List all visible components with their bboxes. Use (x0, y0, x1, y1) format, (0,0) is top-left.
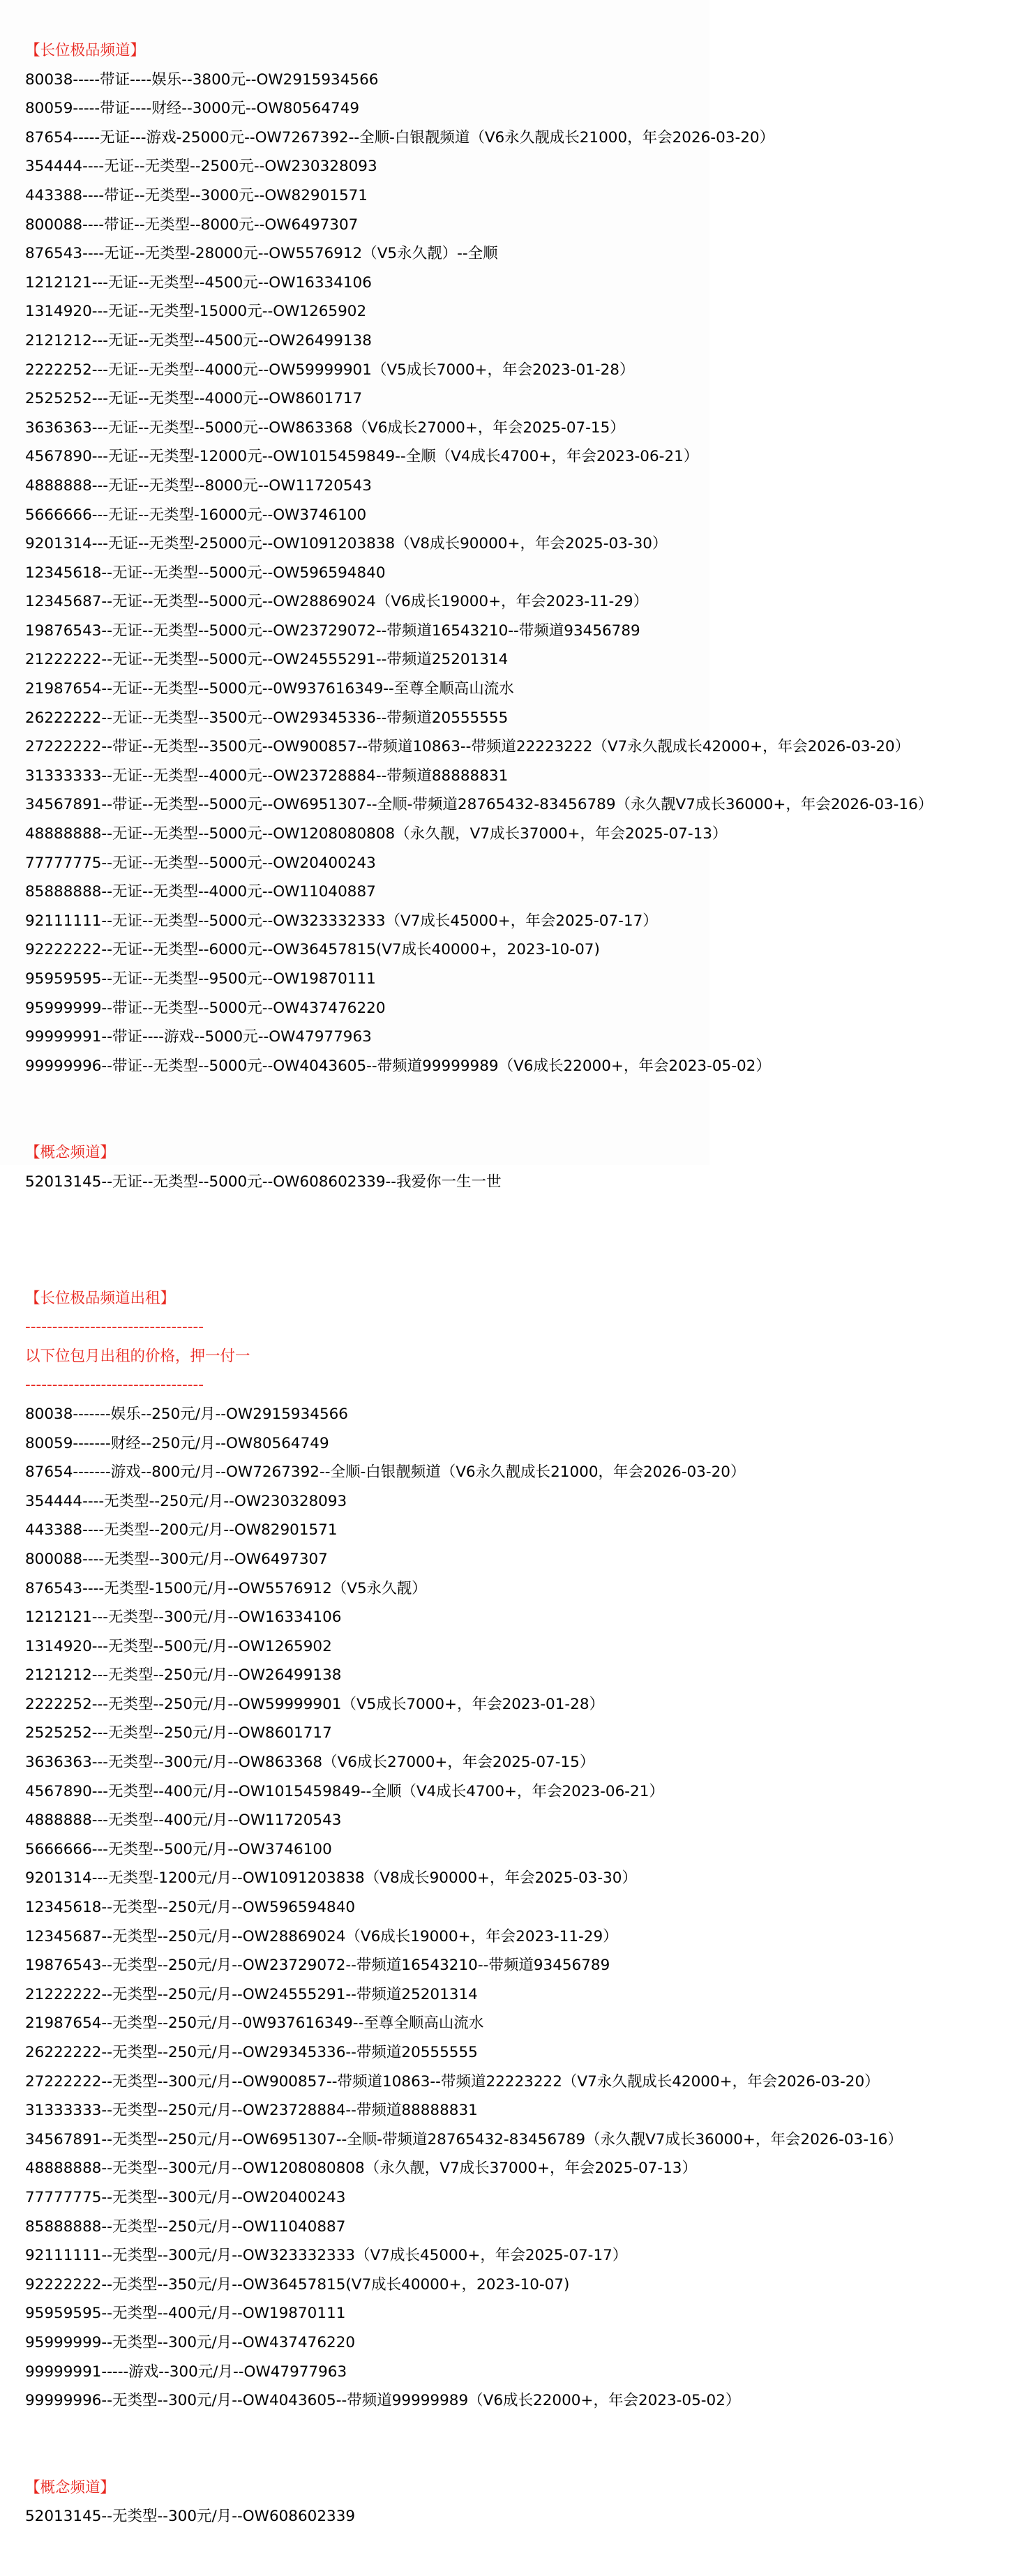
list-item: 3636363---无类型--300元/月--OW863368（V6成长27000+，年会2025-07-15） (25, 1754, 595, 1772)
list-item: 77777775--无类型--300元/月--OW20400243 (25, 2188, 346, 2206)
list-item: 34567891--无类型--250元/月--OW6951307--全顺-带频道28765432-83456789（永久靓V7成长36000+，年会2026-03-16） (25, 2130, 903, 2148)
list-item: 1314920---无类型--500元/月--OW1265902 (25, 1637, 332, 1655)
list-item: 2525252---无类型--250元/月--OW8601717 (25, 1724, 332, 1742)
list-item: 3636363---无证--无类型--5000元--OW863368（V6成长27000+，年会2025-07-15） (25, 419, 625, 437)
list-item: 99999991--带证----游戏--5000元--OW47977963 (25, 1028, 372, 1046)
concept-section-header: 【概念频道】 (25, 1144, 116, 1162)
list-item: 27222222--带证--无类型--3500元--OW900857--带频道10863--带频道22223222（V7永久靓成长42000+，年会2026-03-20） (25, 738, 910, 756)
list-item: 27222222--无类型--300元/月--OW900857--带频道10863--带频道22223222（V7永久靓成长42000+，年会2026-03-20） (25, 2072, 880, 2091)
list-item: 2222252---无证--无类型--4000元--OW59999901（V5成长7000+，年会2023-01-28） (25, 361, 635, 379)
list-item: 19876543--无证--无类型--5000元--OW23729072--带频道16543210--带频道93456789 (25, 622, 640, 640)
list-item: 800088----带证--无类型--8000元--OW6497307 (25, 216, 359, 234)
divider-line: --------------------------------- (25, 1318, 204, 1336)
list-item: 92222222--无证--无类型--6000元--OW36457815(V7成长40000+，2023-10-07) (25, 941, 600, 959)
list-item: 21987654--无证--无类型--5000元--0W937616349--至尊全顺高山流水 (25, 680, 514, 698)
list-item: 31333333--无类型--250元/月--OW23728884--带频道88888831 (25, 2102, 478, 2120)
rental-note: 以下位包月出租的价格，押一付一 (25, 1347, 250, 1365)
list-item: 80059-----带证----财经--3000元--OW80564749 (25, 100, 360, 118)
list-item: 12345687--无类型--250元/月--OW28869024（V6成长19000+，年会2023-11-29） (25, 1927, 618, 1945)
list-item: 92222222--无类型--350元/月--OW36457815(V7成长40000+，2023-10-07) (25, 2275, 570, 2293)
list-item: 95959595--无类型--400元/月--OW19870111 (25, 2305, 346, 2323)
list-item: 876543----无类型-1500元/月--OW5576912（V5永久靓） (25, 1579, 427, 1597)
list-item: 1212121---无类型--300元/月--OW16334106 (25, 1609, 342, 1627)
list-item: 4567890---无证--无类型-12000元--OW1015459849--全顺（V4成长4700+，年会2023-06-21） (25, 448, 699, 466)
spacer (25, 2416, 933, 2473)
list-item: 26222222--无类型--250元/月--OW29345336--带频道20555555 (25, 2044, 478, 2061)
list-item: 21222222--无类型--250元/月--OW24555291--带频道25201314 (25, 1985, 478, 2003)
list-item: 2525252---无证--无类型--4000元--OW8601717 (25, 390, 363, 408)
divider-line: --------------------------------- (25, 1376, 204, 1394)
rental-list (25, 1400, 933, 2416)
list-item: 2121212---无类型--250元/月--OW26499138 (25, 1666, 342, 1685)
list-item: 80059-------财经--250元/月--OW80564749 (25, 1434, 329, 1452)
list-item: 5666666---无证--无类型-16000元--OW3746100 (25, 506, 367, 524)
list-item: 4567890---无类型--400元/月--OW1015459849--全顺（V4成长4700+，年会2023-06-21） (25, 1782, 664, 1800)
list-item: 87654-------游戏--800元/月--OW7267392--全顺-白银靓频道（V6永久靓成长21000，年会2026-03-20） (25, 1463, 746, 1482)
list-item: 354444----无证--无类型--2500元--OW230328093 (25, 158, 377, 176)
list-item: 26222222--无证--无类型--3500元--OW29345336--带频道20555555 (25, 709, 509, 727)
list-item: 12345687--无证--无类型--5000元--OW28869024（V6成长19000+，年会2023-11-29） (25, 593, 649, 611)
list-item: 80038-------娱乐--250元/月--OW2915934566 (25, 1405, 348, 1423)
list-item: 876543----无证--无类型-28000元--OW5576912（V5永久靓）--全顺 (25, 245, 498, 263)
list-item: 92111111--无证--无类型--5000元--OW323332333（V7成长45000+，年会2025-07-17） (25, 912, 658, 930)
premium-list (25, 66, 933, 1081)
list-item: 1314920---无证--无类型-15000元--OW1265902 (25, 303, 367, 321)
list-item: 48888888--无证--无类型--5000元--OW1208080808（永久靓，V7成长37000+，年会2025-07-13） (25, 825, 728, 843)
concept-rental-section-header: 【概念频道】 (25, 2478, 116, 2496)
list-item: 21222222--无证--无类型--5000元--OW24555291--带频道25201314 (25, 651, 509, 669)
list-item: 85888888--无证--无类型--4000元--OW11040887 (25, 883, 376, 901)
spacer (25, 1080, 933, 1138)
rental-section-header: 【长位极品频道出租】 (25, 1289, 176, 1307)
list-item: 34567891--带证--无类型--5000元--OW6951307--全顺-带频道28765432-83456789（永久靓V7成长36000+，年会2026-03-16） (25, 796, 933, 814)
list-item: 443388----无类型--200元/月--OW82901571 (25, 1521, 338, 1539)
list-item: 354444----无类型--250元/月--OW230328093 (25, 1492, 347, 1510)
list-item: 99999996--无类型--300元/月--OW4043605--带频道99999989（V6成长22000+，年会2023-05-02） (25, 2392, 741, 2410)
list-item: 92111111--无类型--300元/月--OW323332333（V7成长45000+，年会2025-07-17） (25, 2247, 628, 2265)
list-item: 95959595--无证--无类型--9500元--OW19870111 (25, 970, 376, 988)
list-item: 87654-----无证---游戏-25000元--OW7267392--全顺-白银靓频道（V6永久靓成长21000，年会2026-03-20） (25, 128, 775, 146)
list-item: 95999999--带证--无类型--5000元--OW437476220 (25, 999, 386, 1017)
list-item: 4888888---无类型--400元/月--OW11720543 (25, 1812, 342, 1830)
spacer (25, 1197, 933, 1284)
list-item: 4888888---无证--无类型--8000元--OW11720543 (25, 476, 372, 495)
premium-section-header: 【长位极品频道】 (25, 42, 146, 59)
list-item: 19876543--无类型--250元/月--OW23729072--带频道16543210--带频道93456789 (25, 1957, 610, 1975)
list-item: 95999999--无类型--300元/月--OW437476220 (25, 2333, 356, 2351)
list-item: 31333333--无证--无类型--4000元--OW23728884--带频道88888831 (25, 767, 509, 785)
list-item: 9201314---无类型-1200元/月--OW1091203838（V8成长90000+，年会2025-03-30） (25, 1869, 637, 1888)
list-item: 80038-----带证----娱乐--3800元--OW2915934566 (25, 70, 379, 89)
list-item: 2121212---无证--无类型--4500元--OW26499138 (25, 331, 372, 349)
list-item: 800088----无类型--300元/月--OW6497307 (25, 1550, 328, 1568)
list-item: 443388----带证--无类型--3000元--OW82901571 (25, 186, 368, 204)
list-item: 99999996--带证--无类型--5000元--OW4043605--带频道99999989（V6成长22000+，年会2023-05-02） (25, 1057, 771, 1075)
list-item: 9201314---无证--无类型-25000元--OW1091203838（V8成长90000+，年会2025-03-30） (25, 535, 668, 553)
list-item: 2222252---无类型--250元/月--OW59999901（V5成长7000+，年会2023-01-28） (25, 1695, 605, 1713)
list-item: 12345618--无类型--250元/月--OW596594840 (25, 1899, 356, 1917)
list-item: 52013145--无证--无类型--5000元--OW608602339--我爱你一生一世 (25, 1173, 502, 1191)
list-item: 99999991-----游戏--300元/月--OW47977963 (25, 2363, 347, 2381)
list-item: 52013145--无类型--300元/月--OW608602339 (25, 2508, 356, 2526)
list-item: 21987654--无类型--250元/月--0W937616349--至尊全顺高山流水 (25, 2014, 484, 2033)
list-item: 12345618--无证--无类型--5000元--OW596594840 (25, 564, 386, 582)
list-item: 77777775--无证--无类型--5000元--OW20400243 (25, 854, 376, 872)
list-item: 48888888--无类型--300元/月--OW1208080808（永久靓，V7成长37000+，年会2025-07-13） (25, 2160, 697, 2178)
list-item: 85888888--无类型--250元/月--OW11040887 (25, 2217, 346, 2236)
list-item: 5666666---无类型--500元/月--OW3746100 (25, 1840, 332, 1858)
list-item: 1212121---无证--无类型--4500元--OW16334106 (25, 273, 372, 292)
